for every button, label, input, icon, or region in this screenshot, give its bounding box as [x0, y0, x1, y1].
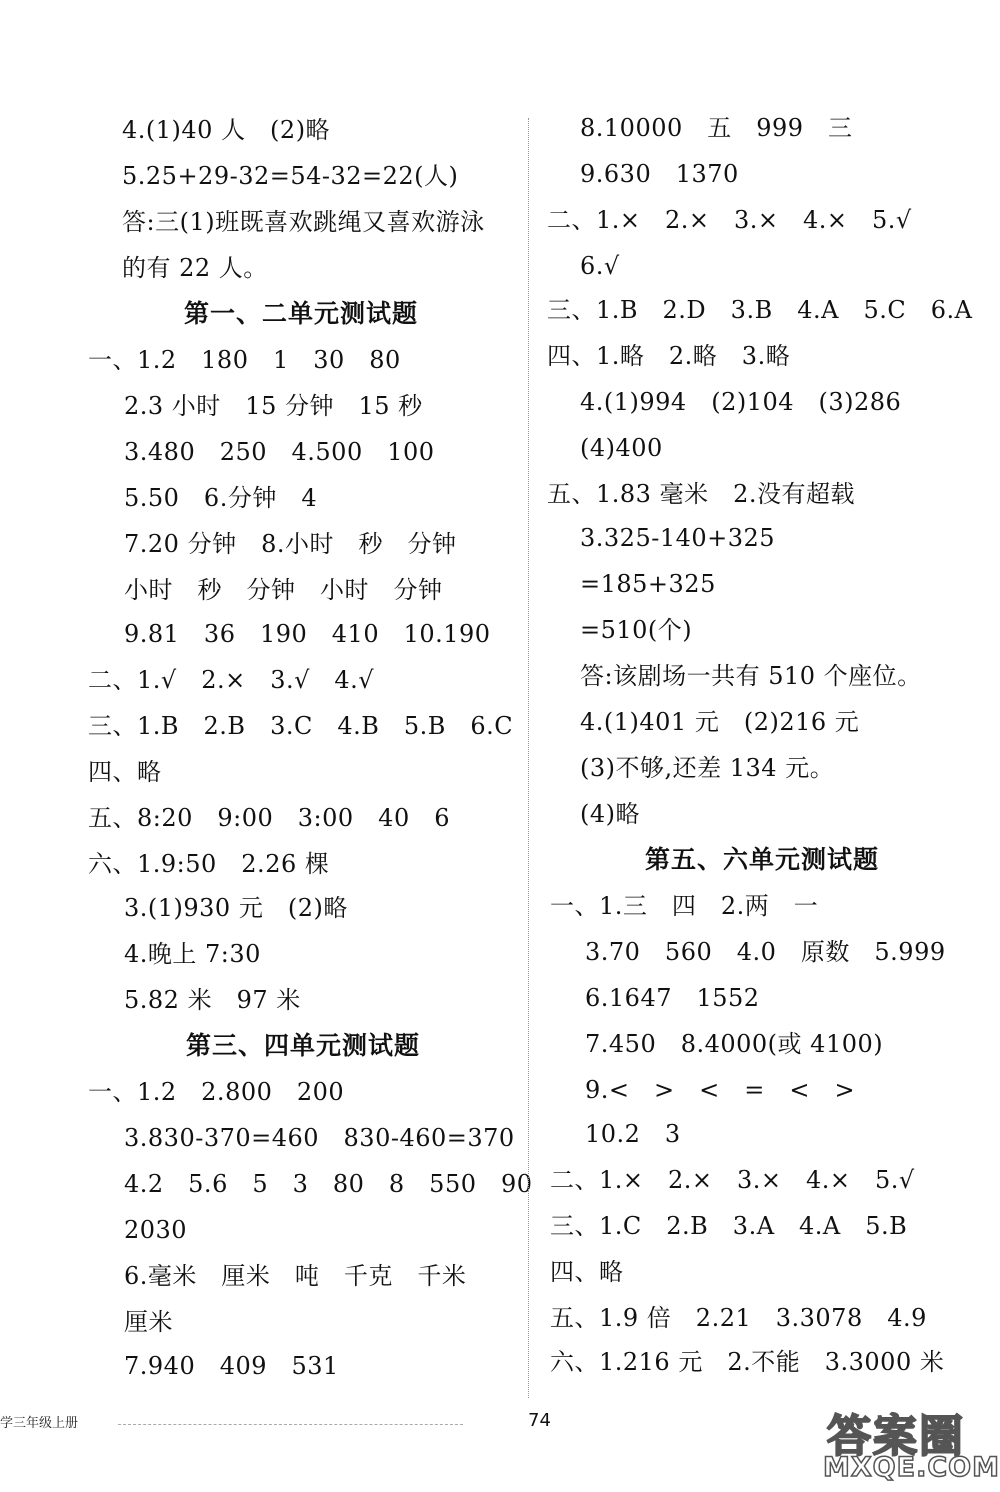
watermark-url: MXQE.COM — [823, 1452, 1000, 1483]
answer-line: 3.480 250 4.500 100 — [124, 438, 435, 466]
answer-line: 一、1.2 180 1 30 80 — [88, 346, 401, 374]
column-divider — [528, 118, 529, 1398]
answer-line: 3.325-140+325 — [580, 524, 776, 552]
answer-line: 7.940 409 531 — [124, 1352, 339, 1380]
answer-line: 二、1.× 2.× 3.× 4.× 5.√ — [547, 206, 912, 234]
answer-line: 6.毫米 厘米 吨 千克 千米 — [124, 1262, 467, 1290]
answer-line: 4.(1)40 人 (2)略 — [122, 116, 331, 144]
answer-line: 二、1.√ 2.× 3.√ 4.√ — [88, 666, 375, 694]
answer-line: 厘米 — [124, 1308, 173, 1336]
answer-line: 六、1.9:50 2.26 棵 — [88, 850, 330, 878]
answer-line: 5.25+29-32=54-32=22(人) — [122, 162, 459, 190]
answer-line: 8.10000 五 999 三 — [580, 114, 853, 142]
footer-rule — [118, 1424, 463, 1425]
answer-line: 3.830-370=460 830-460=370 — [124, 1124, 515, 1152]
watermark — [815, 1400, 1000, 1492]
answer-line: 7.20 分钟 8.小时 秒 分钟 — [124, 530, 457, 558]
answer-line: 一、1.2 2.800 200 — [88, 1078, 345, 1106]
answer-line: 4.(1)994 (2)104 (3)286 — [580, 388, 902, 416]
answer-line: 四、略 — [88, 758, 162, 786]
answer-line: 9.< > < = < > — [585, 1076, 856, 1104]
answer-line: 五、1.83 毫米 2.没有超载 — [547, 480, 855, 508]
page-number: 74 — [528, 1410, 551, 1431]
book-label: 学三年级上册 — [0, 1416, 79, 1431]
answer-line: 9.81 36 190 410 10.190 — [124, 620, 491, 648]
answer-line: 答:三(1)班既喜欢跳绳又喜欢游泳 — [122, 208, 485, 236]
answer-line: 2.3 小时 15 分钟 15 秒 — [124, 392, 423, 420]
answer-line: 一、1.三 四 2.两 一 — [550, 892, 819, 920]
answer-line: (3)不够,还差 134 元。 — [580, 754, 835, 782]
answer-line: 的有 22 人。 — [122, 254, 268, 282]
answer-line: 三、1.B 2.B 3.C 4.B 5.B 6.C — [88, 712, 514, 740]
answer-line: 四、1.略 2.略 3.略 — [547, 342, 791, 370]
answer-line: =510(个) — [580, 616, 693, 644]
answer-line: 六、1.216 元 2.不能 3.3000 米 — [550, 1348, 945, 1376]
answer-line: 三、1.C 2.B 3.A 4.A 5.B — [550, 1212, 908, 1240]
answer-line: 4.晚上 7:30 — [124, 940, 261, 968]
answer-line: (4)略 — [580, 800, 640, 828]
answer-line: 二、1.× 2.× 3.× 4.× 5.√ — [550, 1166, 915, 1194]
answer-line: 6.1647 1552 — [585, 984, 760, 1012]
answer-line: 答:该剧场一共有 510 个座位。 — [580, 662, 922, 690]
answer-line: 5.82 米 97 米 — [124, 986, 301, 1014]
answer-line: 三、1.B 2.D 3.B 4.A 5.C 6.A — [547, 296, 973, 324]
answer-line: 四、略 — [550, 1258, 624, 1286]
answer-line: 3.(1)930 元 (2)略 — [124, 894, 348, 922]
answer-line: 4.2 5.6 5 3 80 8 550 90 — [124, 1170, 533, 1198]
answer-line: 7.450 8.4000(或 4100) — [585, 1030, 884, 1058]
watermark-logo: 答案圈 — [827, 1411, 965, 1462]
section-heading: 第五、六单元测试题 — [645, 845, 880, 874]
section-heading: 第一、二单元测试题 — [184, 299, 419, 328]
section-heading: 第三、四单元测试题 — [186, 1031, 421, 1060]
answer-line: 10.2 3 — [585, 1120, 681, 1148]
answer-line: 五、8:20 9:00 3:00 40 6 — [88, 804, 450, 832]
answer-line: =185+325 — [580, 570, 716, 598]
answer-line: 6.√ — [580, 252, 620, 280]
answer-line: 2030 — [124, 1216, 188, 1244]
answer-line: 5.50 6.分钟 4 — [124, 484, 318, 512]
answer-line: 4.(1)401 元 (2)216 元 — [580, 708, 860, 736]
answer-line: 小时 秒 分钟 小时 分钟 — [124, 576, 443, 604]
answer-line: (4)400 — [580, 434, 663, 462]
answer-line: 3.70 560 4.0 原数 5.999 — [585, 938, 946, 966]
answer-line: 五、1.9 倍 2.21 3.3078 4.9 — [550, 1304, 927, 1332]
answer-line: 9.630 1370 — [580, 160, 739, 188]
